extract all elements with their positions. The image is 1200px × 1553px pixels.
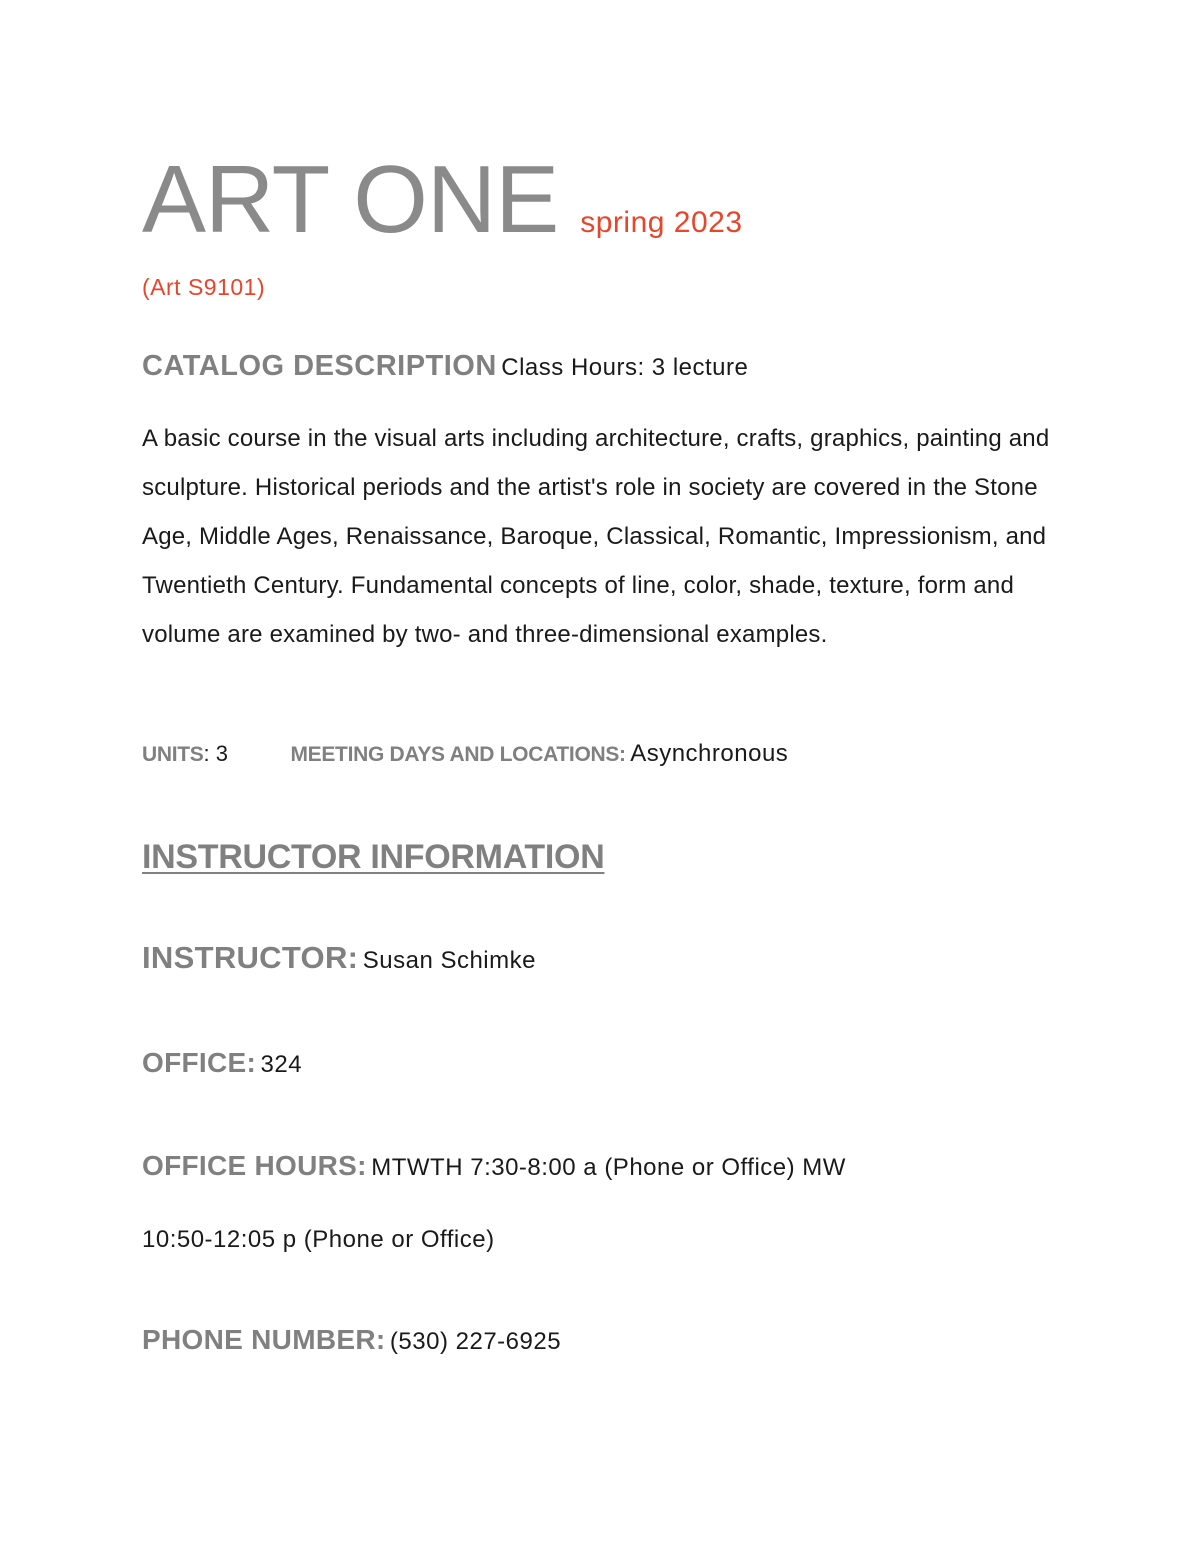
office-hours-label: OFFICE HOURS:: [142, 1150, 367, 1181]
meeting-value: Asynchronous: [630, 740, 789, 767]
office-value: 324: [260, 1051, 303, 1078]
title-row: [142, 146, 743, 253]
instructor-information-heading: INSTRUCTOR INFORMATION: [142, 838, 605, 876]
instructor-row: [142, 940, 536, 976]
phone-row: [142, 1324, 561, 1356]
office-label: OFFICE:: [142, 1047, 257, 1078]
units-meeting-row: [142, 740, 788, 768]
instructor-label: INSTRUCTOR:: [142, 940, 359, 975]
office-row: [142, 1047, 302, 1079]
office-hours-row: [142, 1150, 846, 1182]
units-label: UNITS: [142, 743, 204, 766]
catalog-row: [142, 350, 748, 383]
phone-label: PHONE NUMBER:: [142, 1324, 386, 1355]
office-hours-row-2: [142, 1226, 495, 1254]
course-description: A basic course in the visual arts including architecture, crafts, graphics, painting and sculpture. Historical periods and the artist's role in society are covered in the Stone Age, Middle Ages, Renaissance, Baroque, Classical, Romantic, Impressionism, and Twentieth Century. Fundamental concepts of line, color, shade, texture, form and volume are examined by two- and three-dimensional examples.: [142, 425, 1050, 648]
meeting-label: MEETING DAYS AND LOCATIONS:: [290, 743, 626, 766]
meeting-block: [290, 740, 788, 768]
course-term: spring 2023: [580, 206, 743, 239]
instructor-name: Susan Schimke: [362, 947, 536, 974]
catalog-heading: CATALOG DESCRIPTION: [142, 350, 497, 382]
phone-value: (530) 227-6925: [389, 1328, 562, 1355]
course-title: ART ONE: [142, 146, 559, 253]
office-hours-line-1: MTWTH 7:30-8:00 a (Phone or Office) MW: [371, 1154, 846, 1181]
office-hours-line-2: 10:50-12:05 p (Phone or Office): [142, 1226, 495, 1253]
units-value: : 3: [203, 741, 228, 766]
course-code: (Art S9101): [142, 274, 266, 300]
class-hours: Class Hours: 3 lecture: [501, 354, 749, 381]
